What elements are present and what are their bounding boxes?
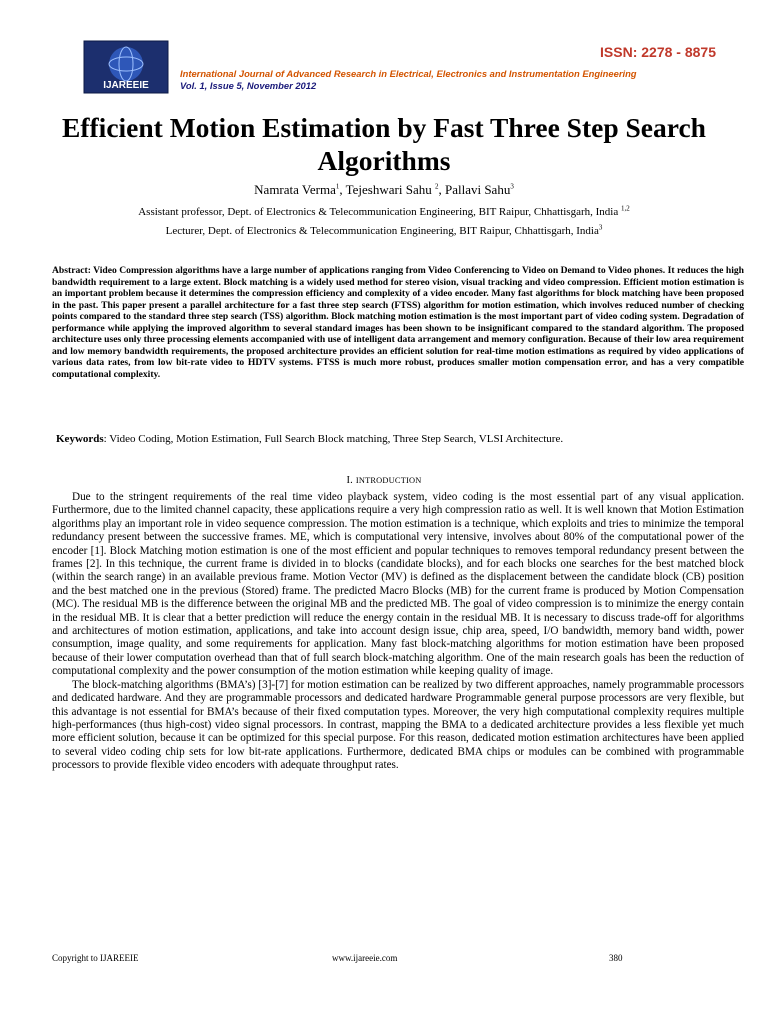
author-sup: 3 xyxy=(510,182,514,191)
body-text xyxy=(52,491,744,773)
keywords xyxy=(56,432,746,446)
authors: Namrata Verma$^1$, Tejeshwari Sahu $^2$, Pallavi Sahu$^3$ xyxy=(254,182,514,197)
affiliation-2 xyxy=(60,224,708,238)
keywords-label: Keywords xyxy=(56,433,104,445)
paragraph: The block-matching algorithms (BMA’s) [3]-[7] for motion estimation can be realized by two different approaches, namely programmable processors and dedicated hardware. And they are programmable processors and dedicated hardware Programmable general purpose processors are very flexible, but this advantage is not essential for BMA’s because of their fixed computation types. Moreover, the very high computational complexity requires multiple high-performances (thus high-cost) video signal processors. In contrast, mapping the BMA to a dedicated architecture provides a less flexible yet much more efficient solution, because it can be optimized for this special purpose. For this reason, dedicated motion estimation architectures have been applied to several video coding chip sets for low bit-rate applications. Furthermore, dedicated BMA chips or modules can be combined with programmable processors to provide flexible video encoders with adequate throughput rates. xyxy=(52,678,744,772)
section-number: I. xyxy=(346,475,354,486)
footer-copyright: Copyright to IJAREEIE xyxy=(52,953,139,963)
affiliation-text: Lecturer, Dept. of Electronics & Telecommunication Engineering, BIT Raipur, Chhattisgarh, India xyxy=(165,225,599,237)
logo-text: IJAREEIE xyxy=(103,80,149,91)
journal-logo xyxy=(83,40,169,94)
affiliation-sup: 3 xyxy=(598,223,603,232)
volume-issue: Vol. 1, Issue 5, November 2012 xyxy=(180,80,317,91)
journal-name: International Journal of Advanced Research in Electrical, Electronics and Instrumentation Engineering xyxy=(180,68,637,79)
abstract-label: Abstract: xyxy=(52,265,91,276)
author-sup: 1 xyxy=(335,182,340,191)
section-title: INTRODUCTION xyxy=(355,476,422,485)
footer-page-number: 380 xyxy=(609,953,623,963)
paragraph: Due to the stringent requirements of the real time video playback system, video coding is the most essential part of any visual application. Furthermore, due to the limited channel capacity, these applications require a very high compression ratio as well. It is well known that Motion Estimation algorithms play an important role in video sequence compression. The motion estimation is a technique, which exploits and tries to minimize the temporal redundancy present between the successive frames. ME, which is computational very intensive, involves about 80% of the computational power of the encoder [1]. Block Matching motion estimation is one of the most efficient and popular techniques to removes temporal redundancy present between the frames [2]. In this technique, the current frame is divided in to blocks (candidate blocks), and for each blocks one searches for the best matched block (within the search range) in an available previous frame. Motion Vector (MV) is defined as the displacement between the candidate block (CB) position and the best matched one in the previous (Stored) frame. The predicted Macro Blocks (MB) for the current frame is produced by Motion Compensation (MC). The residual MB is the difference between the original MB and the predicted MB. The goal of video compression is to minimize the energy contain in the residual MB. It is clear that a better prediction will reduce the energy contain in the residual MB. It is necessary to discuss trade-off for algorithms and architectures of motion estimation, applications, and take into account design issue, chip area, speed, I/O bandwidth, memory band width, power consumption, image quality, and some requirements for application. Many fast block-matching algorithms for motion estimation have been proposed because of their lower computation overhead than that of full search block-matching algorithm. One of the main research goals has been the reduction of computational complexity and the power consumption of the motion estimation while keeping quality of image. xyxy=(52,491,744,678)
journal-header xyxy=(180,68,740,92)
affiliation-sup: 1,2 xyxy=(621,204,630,213)
author-name: Pallavi Sahu xyxy=(444,182,511,197)
abstract xyxy=(52,265,744,380)
footer-website: www.ijareeie.com xyxy=(332,953,398,963)
abstract-text: Video Compression algorithms have a large number of applications ranging from Video Conferencing to Video on Demand to Video phones. It reduces the high bandwidth requirement to a large extent. Block matching is a widely used method for stereo vision, visual tracking and video compression. Efficient motion estimation is an important problem because it determines the compression efficiency and complexity of a video encoder. Many fast algorithms for block matching have been proposed in the past. This paper present a parallel architecture for a fast three step search (FTSS) algorithm for motion estimation, which involves reduced number of checking points compared to the standard three step search (TSS) algorithm. Block matching motion estimation is the most important part of video coding system. Degradation of performance while applying the improved algorithm to several standard images has been shown to be insignificant compared to the standard algorithm. The proposed architecture uses only three processing elements accompanied with use of intelligent data arrangement and memory configuration. Because of their low area requirement and low memory bandwidth requirements, the proposed architecture provides an efficient solution for real-time motion estimations as required by video applications of various data rates, from low bit-rate video to HDTV systems. FTSS is much more robust, produces smaller motion compensation error, and has a very compatible computational complexity. xyxy=(52,265,744,380)
keywords-text: : Video Coding, Motion Estimation, Full Search Block matching, Three Step Search, VLSI Architecture. xyxy=(103,433,564,445)
affiliation-1 xyxy=(60,205,708,219)
paper-title: Efficient Motion Estimation by Fast Three Step Search Algorithms xyxy=(62,112,706,176)
affiliation-text: Assistant professor, Dept. of Electronics & Telecommunication Engineering, BIT Raipur, Chhattisgarh, India xyxy=(138,206,619,218)
author-name: Tejeshwari Sahu xyxy=(345,182,432,197)
section-heading xyxy=(0,475,768,486)
issn-label: ISSN: 2278 - 8875 xyxy=(600,44,716,60)
author-sup: 2 xyxy=(434,182,439,191)
author-name: Namrata Verma xyxy=(254,182,336,197)
